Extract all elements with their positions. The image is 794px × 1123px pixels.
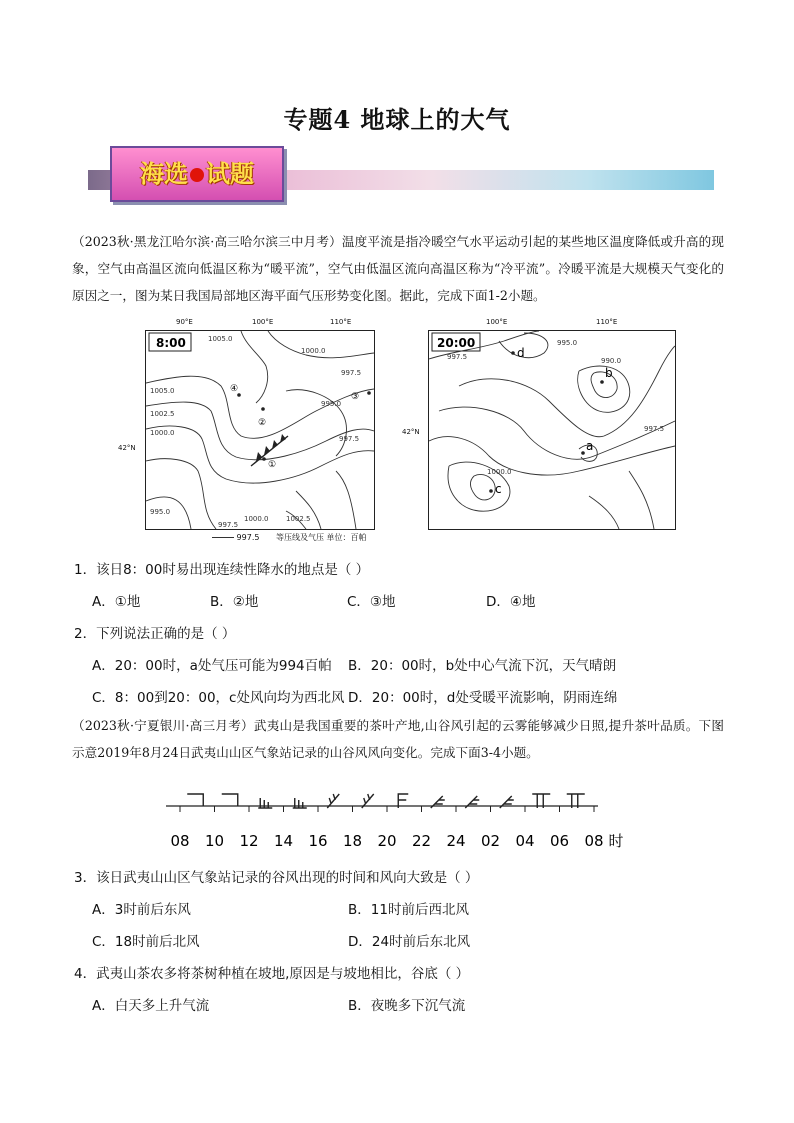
map1-lon-100: 100°E (252, 318, 274, 326)
map2-point-a: a (586, 439, 594, 453)
legend-line-icon (212, 537, 234, 538)
map2-isobar-label: 1000.0 (487, 468, 512, 476)
map1-isobar-label: 997.5 (339, 435, 360, 443)
legend-text: 等压线及气压 单位：百帕 (276, 533, 367, 542)
map1-isobar-label: 995.0 (150, 508, 171, 516)
hour-unit-label: 时 (608, 832, 624, 850)
q1-option-c: C．③地 (347, 594, 396, 610)
map1-isobar-label: 1000.0 (301, 347, 326, 355)
wind-barb-icon (222, 794, 238, 806)
map2-lat-42: 42°N (402, 428, 420, 436)
intro-paragraph-2: （2023秋·宁夏银川·高三月考）武夷山是我国重要的茶叶产地,山谷风引起的云雾能够减少日照,提升茶叶品质。下图示意2019年8月24日武夷山山区气象站记录的山谷风风向变化。完成下面3-4小题。 (72, 718, 724, 760)
hour-tick-label: 08 (170, 832, 190, 850)
map1-isobar-label: 1002.5 (286, 515, 311, 523)
hour-tick-label: 24 (446, 832, 466, 850)
section-banner (110, 146, 284, 202)
wind-direction-chart (160, 780, 630, 852)
hour-tick-label: 18 (342, 832, 363, 850)
q1-option-b: B．②地 (210, 594, 259, 610)
intro-paragraph-1: （2023秋·黑龙江哈尔滨·高三哈尔滨三中月考）温度平流是指冷暖空气水平运动引起的某些地区温度降低或升高的现象，空气由高温区流向低温区称为“暖平流”，空气由低温区流向高温区称为“冷平流”。冷暖平流是大规模天气变化的原因之一，图为某日我国局部地区海平面气压形势变化图。据此，完成下面1-2小题。 (72, 234, 724, 303)
map2-isobar-label: 997.5 (447, 353, 468, 361)
page-title: 专题4 地球上的大气 (283, 105, 511, 134)
q2-option-b: B．20：00时，b处中心气流下沉，天气晴朗 (348, 658, 617, 674)
map2-time: 20:00 (437, 336, 476, 350)
question-4-stem: 4．武夷山茶农多将茶树种植在坡地,原因是与坡地相比，谷底（ ） (74, 966, 470, 982)
q1-option-a: A．①地 (92, 594, 141, 610)
q3-option-a: A．3时前后东风 (92, 902, 191, 918)
hour-tick-label: 02 (480, 832, 501, 850)
map1-lon-90: 90°E (176, 318, 193, 326)
map1-isobar-label: 1000.0 (244, 515, 269, 523)
q4-option-a: A．白天多上升气流 (92, 998, 210, 1014)
q1-option-d: D．④地 (486, 594, 536, 610)
pressure-map-2000 (428, 330, 674, 528)
question-2-stem: 2．下列说法正确的是（ ） (74, 626, 236, 642)
q3-option-b: B．11时前后西北风 (348, 902, 469, 918)
map2-isobar-label: 990.0 (601, 357, 622, 365)
map2-point-c: c (495, 482, 502, 496)
banner-label (112, 148, 282, 200)
map1-isobar-label: 997.5 (218, 521, 239, 529)
map1-lat-42: 42°N (118, 444, 136, 452)
map2-point-d: d (517, 346, 525, 360)
legend-sample-value: 997.5 (236, 533, 260, 542)
question-3-stem: 3．该日武夷山山区气象站记录的谷风出现的时间和风向大致是（ ） (74, 870, 479, 886)
hour-tick-label: 10 (204, 832, 225, 850)
pressure-map-0800 (145, 330, 373, 528)
hour-tick-label: 14 (273, 832, 294, 850)
map1-point-1: ① (268, 460, 277, 470)
map2-isobar-label: 997.5 (644, 425, 665, 433)
map1-point-4: ④ (230, 384, 239, 394)
banner-left-text: 海选 (140, 160, 188, 188)
banner-right-text: 试题 (206, 160, 254, 188)
map1-isobar-label: 995.0 (321, 400, 342, 408)
map2-point-b: b (605, 366, 613, 380)
map1-isobar-label: 1005.0 (208, 335, 233, 343)
q3-option-d: D．24时前后东北风 (348, 934, 471, 950)
hour-tick-label: 06 (549, 832, 570, 850)
q3-option-c: C．18时前后北风 (92, 934, 200, 950)
map1-lon-110: 110°E (330, 318, 352, 326)
hour-tick-label: 16 (308, 832, 328, 850)
q2-option-c: C．8：00到20：00，c处风向均为西北风 (92, 690, 345, 706)
q2-option-d: D．20：00时，d处受暖平流影响，阴雨连绵 (348, 690, 618, 706)
q2-option-a: A．20：00时，a处气压可能为994百帕 (92, 658, 332, 674)
wind-barb-icon (187, 794, 203, 806)
map1-isobar-label: 1000.0 (150, 429, 175, 437)
map-legend (212, 532, 367, 543)
red-dot-icon (190, 168, 204, 182)
map1-isobar-label: 1002.5 (150, 410, 175, 418)
hour-tick-label: 12 (239, 832, 259, 850)
map1-isobar-label: 1005.0 (150, 387, 175, 395)
hour-tick-label: 20 (377, 832, 397, 850)
map2-lon-100: 100°E (486, 318, 508, 326)
wind-chart-svg (160, 780, 630, 852)
question-1-stem: 1．该日8：00时易出现连续性降水的地点是（ ） (74, 562, 370, 578)
map1-isobar-label: 997.5 (341, 369, 362, 377)
map1-point-2: ② (258, 418, 267, 428)
map1-point-3: ③ (351, 392, 360, 402)
hour-tick-label: 08 (584, 832, 604, 850)
hour-tick-label: 22 (411, 832, 432, 850)
map1-time: 8:00 (156, 336, 186, 350)
q4-option-b: B．夜晚多下沉气流 (348, 998, 466, 1014)
map2-isobar-label: 995.0 (557, 339, 578, 347)
hour-tick-label: 04 (515, 832, 535, 850)
map2-lon-110: 110°E (596, 318, 618, 326)
